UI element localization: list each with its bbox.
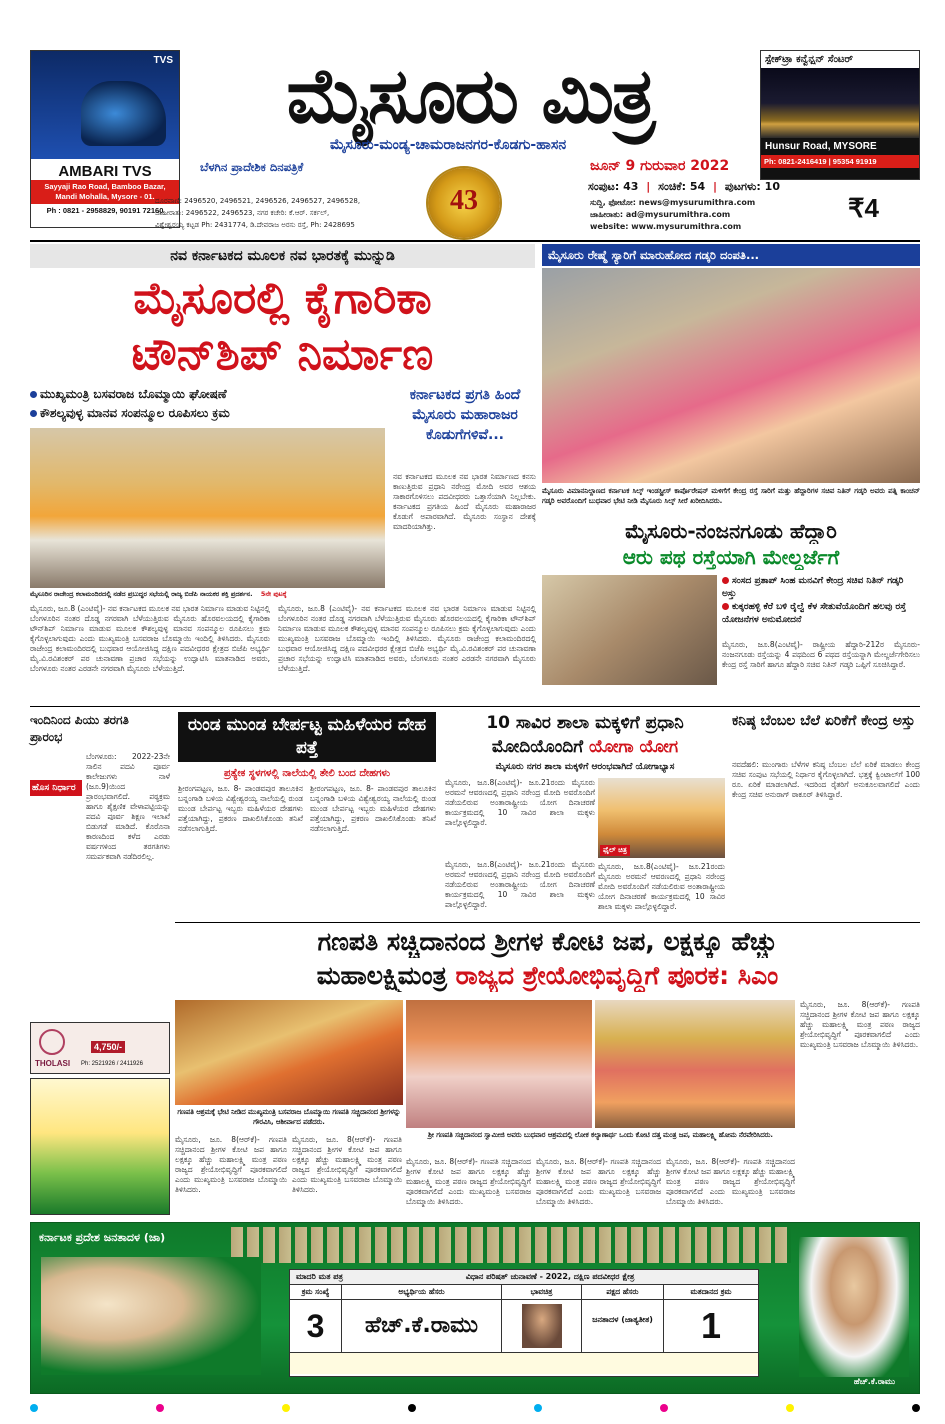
continued-marker: 5ನೇ ಪುಟಕ್ಕೆ (260, 590, 287, 598)
ganapati-body-right: ಮೈಸೂರು, ಜೂ. 8(ಆರ್‌ಕೆ)- ಗಣಪತಿ ಸಚ್ಚಿದಾನಂದ ಶ್ರೀಗಳ ಕೋಟಿ ಜಪ ಹಾಗೂ ಲಕ್ಷಕ್ಕೂ ಹೆಚ್ಚು ಮಹಾಲಕ್ಷ್ಮಿ ಮಂತ್ರ ಪಠಣ ರಾಜ್ಯದ ಶ್ರೇಯೋಭಿವೃದ್ಧಿಗೆ ಪೂರಕವಾಗಲಿದೆ ಎಂದು ಮುಖ್ಯಮಂತ್ರಿ ಬಸವರಾಜ ಬೊಮ್ಮಾಯಿ ತಿಳಿಸಿದರು. (800, 1000, 920, 1049)
ballot-serial: 3 (290, 1300, 342, 1352)
yoga-body: ಮೈಸೂರು, ಜೂ.8(ಎಂಟಿವೈ)- ಜೂ.21ರಂದು ಮೈಸೂರು ಅರಮನೆ ಆವರಣದಲ್ಲಿ ಪ್ರಧಾನಿ ನರೇಂದ್ರ ಮೋದಿ ಅವರೊಂದಿಗೆ ನಡೆಯಲಿರುವ ಅಂತಾರಾಷ್ಟ್ರೀಯ ಯೋಗ ದಿನಾಚರಣೆ ಕಾರ್ಯಕ್ರಮದಲ್ಲಿ 10 ಸಾವಿರ ಶಾಲಾ ಮಕ್ಕಳು ಪಾಲ್ಗೊಳ್ಳಲಿದ್ದಾರೆ. (445, 778, 595, 827)
ad-email: ಜಾಹೀರಾತು: ad@mysurumithra.com (590, 210, 731, 219)
phones-line-2: ಜಾಹೀರಾತು: 2496522, 2496523, ನಗರ ಕಚೇರಿ: ಕೆ.ಆರ್. ಸರ್ಕಲ್, (155, 209, 330, 217)
ganapati-photo-1 (175, 1000, 403, 1105)
ballot-col-name: ಅಭ್ಯರ್ಥಿಯ ಹೆಸರು (342, 1285, 502, 1299)
ballot-col-serial: ಕ್ರಮ ಸಂಖ್ಯೆ (290, 1285, 342, 1299)
candidate-thumbnail (522, 1304, 562, 1348)
ganapati-caption-1: ಗಣಪತಿ ಆಶ್ರಮಕ್ಕೆ ಭೇಟಿ ನೀಡಿದ ಮುಖ್ಯಮಂತ್ರಿ ಬಸವರಾಜ ಬೊಮ್ಮಾಯಿ ಗಣಪತಿ ಸಚ್ಚಿದಾನಂದ ಶ್ರೀಗಳನ್ನು ಗೌರವಿಸಿ, ಆಶೀರ್ವಾದ ಪಡೆದರು. (177, 1108, 401, 1126)
rund-body: ಶ್ರೀರಂಗಪಟ್ಟಣ, ಜೂ. 8- ಪಾಂಡವಪುರ ತಾಲೂಕಿನ ಬನ್ನಂಗಾಡಿ ಬಳಿಯ ವಿಶ್ವೇಶ್ವರಯ್ಯ ನಾಲೆಯಲ್ಲಿ ರುಂಡ ಮುಂಡ ಬೇರ್ಪಟ್ಟ ಇಬ್ಬರು ಮಹಿಳೆಯರ ದೇಹಗಳು ಪತ್ತೆಯಾಗಿದ್ದು, ಪ್ರಕರಣ ದಾಖಲಿಸಿಕೊಂಡು ತನಿಖೆ ನಡೆಸಲಾಗುತ್ತಿದೆ. (178, 784, 303, 833)
msp-body: ನವದೆಹಲಿ: ಮುಂಗಾರು ಬೆಳೆಗಳ ಕನಿಷ್ಠ ಬೆಂಬಲ ಬೆಲೆ ಏರಿಕೆ ಮಾಡಲು ಕೇಂದ್ರ ಸಚಿವ ಸಂಪುಟ ಸಭೆಯಲ್ಲಿ ನಿರ್ಧಾರ ಕೈಗೊಳ್ಳಲಾಗಿದೆ. ಭತ್ತಕ್ಕೆ ಕ್ವಿಂಟಾಲ್‌ಗೆ 100 ರೂ. ಏರಿಕೆ ಮಾಡಲಾಗಿದೆ. ಇದರಿಂದ ರೈತರಿಗೆ ಅನುಕೂಲವಾಗಲಿದೆ ಎಂದು ಕೇಂದ್ರ ಸಚಿವ ಅನುರಾಗ್ ಠಾಕೂರ್ ತಿಳಿಸಿದ್ದಾರೆ. (732, 760, 920, 799)
ballot-candidate: ಹೆಚ್.ಕೆ.ರಾಮು (342, 1300, 502, 1352)
ganapati-body-col2: ಮೈಸೂರು, ಜೂ. 8(ಆರ್‌ಕೆ)- ಗಣಪತಿ ಸಚ್ಚಿದಾನಂದ ಶ್ರೀಗಳ ಕೋಟಿ ಜಪ ಹಾಗೂ ಲಕ್ಷಕ್ಕೂ ಹೆಚ್ಚು ಮಹಾಲಕ್ಷ್ಮಿ ಮಂತ್ರ ಪಠಣ ರಾಜ್ಯದ ಶ್ರೇಯೋಭಿವೃದ್ಧಿಗೆ ಪೂರಕವಾಗಲಿದೆ ಎಂದು ಮುಖ್ಯಮಂತ್ರಿ ಬಸವರಾಜ ಬೊಮ್ಮಾಯಿ ತಿಳಿಸಿದರು. (292, 1135, 402, 1194)
spectra-ad (760, 50, 920, 180)
lead-headline-2: ಟೌನ್‌ಶಿಪ್ ನಿರ್ಮಾಣ (131, 329, 434, 380)
yoga-sub: ಮೈಸೂರು ನಗರ ಶಾಲಾ ಮಕ್ಕಳಿಗೆ ಆರಂಭವಾಗಿದೆ ಯೋಗಾಭ್ಯಾಸ (495, 762, 675, 772)
tholasi-phone: Ph: 2521926 / 2411926 (81, 1061, 143, 1067)
lead-kicker: ನವ ಕರ್ನಾಟಕದ ಮೂಲಕ ನವ ಭಾರತಕ್ಕೆ ಮುನ್ನುಡಿ (30, 244, 535, 268)
ballot-col-photo: ಭಾವಚಿತ್ರ (502, 1285, 582, 1299)
convention-hall-image (761, 68, 919, 138)
ballot-preference: 1 (700, 1305, 722, 1346)
ballot-col-party: ಪಕ್ಷದ ಹೆಸರು (582, 1285, 664, 1299)
ad-left-name: AMBARI TVS (31, 159, 179, 180)
yoga-file-label: ಫೈಲ್ ಚಿತ್ರ (600, 845, 630, 856)
ballot-party: ಜನತಾದಳ (ಜಾತ್ಯತೀತ) (582, 1300, 664, 1352)
lead-bullet-1: ಮುಖ್ಯಮಂತ್ರಿ ಬಸವರಾಜ ಬೊಮ್ಮಾಯಿ ಘೋಷಣೆ (40, 387, 227, 401)
bullet-icon (30, 410, 37, 417)
yoga-body-3: ಮೈಸೂರು, ಜೂ.8(ಎಂಟಿವೈ)- ಜೂ.21ರಂದು ಮೈಸೂರು ಅರಮನೆ ಆವರಣದಲ್ಲಿ ಪ್ರಧಾನಿ ನರೇಂದ್ರ ಮೋದಿ ಅವರೊಂದಿಗೆ ನಡೆಯಲಿರುವ ಅಂತಾರಾಷ್ಟ್ರೀಯ ಯೋಗ ದಿನಾಚರಣೆ ಕಾರ್ಯಕ್ರಮದಲ್ಲಿ 10 ಸಾವಿರ ಶಾಲಾ ಮಕ್ಕಳು ಪಾಲ್ಗೊಳ್ಳಲಿದ್ದಾರೆ. (445, 860, 595, 909)
piyu-body: ಬೆಂಗಳೂರು: 2022-23ನೇ ಸಾಲಿನ ಪದವಿ ಪೂರ್ವ ಕಾಲೇಜುಗಳು ನಾಳೆ (ಜೂ.9)ಯಿಂದ ಪ್ರಾರಂಭವಾಗಲಿದೆ. ಪಠ್ಯಕ್ರಮ ಹಾಗೂ ಶೈಕ್ಷಣಿಕ ವೇಳಾಪಟ್ಟಿಯನ್ನು ಪದವಿ ಪೂರ್ವ ಶಿಕ್ಷಣ ಇಲಾಖೆ ಬಿಡುಗಡೆ ಮಾಡಿದೆ. ಕೊರೊನಾ ಕಾರಣದಿಂದ ಕಳೆದ ಎರಡು ವರ್ಷಗಳಿಂದ ತರಗತಿಗಳು ಸಮರ್ಪಕವಾಗಿ ನಡೆದಿರಲಿಲ್ಲ. (86, 752, 170, 861)
ganapati-body-col5: ಮೈಸೂರು, ಜೂ. 8(ಆರ್‌ಕೆ)- ಗಣಪತಿ ಸಚ್ಚಿದಾನಂದ ಶ್ರೀಗಳ ಕೋಟಿ ಜಪ ಹಾಗೂ ಲಕ್ಷಕ್ಕೂ ಹೆಚ್ಚು ಮಹಾಲಕ್ಷ್ಮಿ ಮಂತ್ರ ಪಠಣ ರಾಜ್ಯದ ಶ್ರೇಯೋಭಿವೃದ್ಧಿಗೆ ಪೂರಕವಾಗಲಿದೆ ಎಂದು ಮುಖ್ಯಮಂತ್ರಿ ಬಸವರಾಜ ಬೊಮ್ಮಾಯಿ ತಿಳಿಸಿದರು. (666, 1157, 795, 1206)
yoga-headline-1: 10 ಸಾವಿರ ಶಾಲಾ ಮಕ್ಕಳಿಗೆ ಪ್ರಧಾನಿ (486, 713, 684, 733)
rund-body-col2: ಶ್ರೀರಂಗಪಟ್ಟಣ, ಜೂ. 8- ಪಾಂಡವಪುರ ತಾಲೂಕಿನ ಬನ್ನಂಗಾಡಿ ಬಳಿಯ ವಿಶ್ವೇಶ್ವರಯ್ಯ ನಾಲೆಯಲ್ಲಿ ರುಂಡ ಮುಂಡ ಬೇರ್ಪಟ್ಟ ಇಬ್ಬರು ಮಹಿಳೆಯರ ದೇಹಗಳು ಪತ್ತೆಯಾಗಿದ್ದು, ಪ್ರಕರಣ ದಾಖಲಿಸಿಕೊಂಡು ತನಿಖೆ ನಡೆಸಲಾಗುತ್ತಿದೆ. (310, 784, 436, 833)
phones-line-3: ವಿಶ್ವೇಶ್ವರಯ್ಯ ಕಟ್ಟಡ Ph: 2431774, ಡಿ.ದೇವರಾಜ ಅರಸು ರಸ್ತೆ, Ph: 2428695 (155, 221, 355, 229)
ballot-election: ವಿಧಾನ ಪರಿಷತ್ ಚುನಾವಣೆ - 2022, ದಕ್ಷಿಣ ಪದವೀಧರ ಕ್ಷೇತ್ರ (465, 1272, 635, 1281)
ballot-title: ಮಾದರಿ ಮತ ಪತ್ರ (296, 1272, 343, 1281)
piyu-label: ಹೊಸ ನಿರ್ಧಾರ (30, 780, 82, 796)
gadkari-caption: ಮೈಸೂರು ವಿಮಾನನಿಲ್ದಾಣದ ಕರ್ನಾಟಕ ಸಿಲ್ಕ್ ಇಂಡಸ್ಟ್ರೀಸ್ ಕಾರ್ಪೊರೇಷನ್ ಮಳಿಗೆಗೆ ಕೇಂದ್ರ ರಸ್ತೆ ಸಾರಿಗೆ ಮತ್ತು ಹೆದ್ದಾರಿಗಳ ಸಚಿವ ನಿತಿನ್ ಗಡ್ಕರಿ ಅವರು ಪತ್ನಿ ಕಾಂಚನ್ ಗಡ್ಕರಿ ಅವರೊಂದಿಗೆ ಬುಧವಾರ ಭೇಟಿ ನೀಡಿ ಮೈಸೂರು ಸಿಲ್ಕ್ ಸೀರೆ ಖರೀದಿಸಿದರು. (542, 487, 920, 505)
phones-line-1: ದೂರವಾಣಿ: 2496520, 2496521, 2496526, 2496527, 2496528, (155, 197, 361, 205)
masthead-tagline: ಬೆಳಗಿನ ಪ್ರಾದೇಶಿಕ ದಿನಪತ್ರಿಕೆ (200, 160, 304, 174)
ganapati-photo-2 (406, 1000, 592, 1128)
leaders-strip (231, 1227, 791, 1263)
piyu-headline: ಇಂದಿನಿಂದ ಪಿಯು ತರಗತಿ ಪ್ರಾರಂಭ (30, 713, 129, 744)
masthead-title: ಮೈಸೂರು ಮಿತ್ರ (286, 51, 654, 140)
tvs-logo: TVS (153, 55, 173, 66)
highway-bullet-2: ಕುಕ್ಕರಹಳ್ಳಿ ಕೆರೆ ಬಳಿ ರೈಲ್ವೆ ಕೆಳ ಸೇತುವೆಯೊಂದಿಗೆ ಹಲವು ರಸ್ತೆ ಯೋಜನೆಗಳ ಅನುಮೋದನೆ (722, 602, 907, 625)
lead-body-col2: ಮೈಸೂರು, ಜೂ.8 (ಎಂಟಿವೈ)- ನವ ಕರ್ನಾಟಕದ ಮೂಲಕ ನವ ಭಾರತ ನಿರ್ಮಾಣ ಮಾಡುವ ನಿಟ್ಟಿನಲ್ಲಿ ಬೆಂಗಳೂರಿನ ನಂತರ ದೊಡ್ಡ ನಗರವಾಗಿ ಬೆಳೆಯುತ್ತಿರುವ ಮೈಸೂರು ಹೊರವಲಯದಲ್ಲಿ ಕೈಗಾರಿಕಾ ಟೌನ್‌ಶಿಪ್ ನಿರ್ಮಾಣ ಮಾಡುವ ಮೂಲಕ ಕೌಶಲ್ಯವುಳ್ಳ ಮಾನವ ಸಂಪನ್ಮೂಲ ರೂಪಿಸಲು ಕ್ರಮ ಕೈಗೊಳ್ಳಲಾಗುವುದು ಎಂದು ಮುಖ್ಯಮಂತ್ರಿ ಬಸವರಾಜ ಬೊಮ್ಮಾಯಿ ಇಂದಿಲ್ಲಿ ತಿಳಿಸಿದರು. ಮೈಸೂರು ರಾಜೇಂದ್ರ ಕಲಾಮಂದಿರದಲ್ಲಿ ಬುಧವಾರ ಆಯೋಜಿಸಿದ್ದ ದಕ್ಷಿಣ ಪದವೀಧರರ ಕ್ಷೇತ್ರದ ಬಿಜೆಪಿ ಅಭ್ಯರ್ಥಿ ಮೈ.ವಿ.ರವಿಶಂಕರ್ ಪರ ಚುನಾವಣಾ ಪ್ರಚಾರ ಸಭೆಯನ್ನು ಉದ್ಘಾಟಿಸಿ ಮಾತನಾಡಿದ ಅವರು, ಬೆಂಗಳೂರು ನಂತರ ಎರಡನೇ ನಗರವಾಗಿ ಮೈಸೂರು ಬೆಳೆಯುತ್ತಿದೆ. (278, 604, 536, 673)
highway-headline-2: ಆರು ಪಥ ರಸ್ತೆಯಾಗಿ ಮೇಲ್ದರ್ಜೆಗೆ (622, 545, 840, 569)
scooter-image (81, 81, 166, 146)
candidate-promo-ad (30, 1078, 170, 1215)
lead-caption: ಮೈಸೂರಿನ ರಾಜೇಂದ್ರ ಕಲಾಮಂದಿರದಲ್ಲಿ ನಡೆದ ಪ್ರಬುದ್ಧರ ಸಭೆಯಲ್ಲಿ ರಾಜ್ಯ ಬಿಜೆಪಿ ನಾಯಕರ ಶಕ್ತಿ ಪ್ರದರ್ಶನ. 5ನೇ ಪುಟಕ್ಕೆ (30, 590, 287, 598)
anniversary-emblem (428, 168, 500, 238)
msp-headline: ಕನಿಷ್ಠ ಬೆಂಬಲ ಬೆಲೆ ಏರಿಕೆಗೆ ಕೇಂದ್ರ ಅಸ್ತು (732, 713, 916, 729)
candidate-label: ಹೆಚ್.ಕೆ.ರಾಮು (853, 1377, 895, 1386)
yoga-headline-2b: ಯೋಗಾ ಯೋಗ (589, 737, 679, 757)
ad-left-phone: Ph : 0821 - 2958829, 90191 72160 (46, 206, 164, 215)
highway-body: ಮೈಸೂರು, ಜೂ.8(ಎಂಟಿವೈ)- ರಾಷ್ಟ್ರೀಯ ಹೆದ್ದಾರಿ-212ರ ಮೈಸೂರು-ನಂಜನಗೂಡು ರಸ್ತೆಯನ್ನು 4 ಪಥದಿಂದ 6 ಪಥದ ರಸ್ತೆಯನ್ನಾಗಿ ಮೇಲ್ದರ್ಜೆಗೇರಿಸಲು ಕೇಂದ್ರ ರಸ್ತೆ ಸಾರಿಗೆ ಹಾಗೂ ಹೆದ್ದಾರಿ ಸಚಿವ ನಿತಿನ್ ಗಡ್ಕರಿ ಒಪ್ಪಿಗೆ ಸೂಚಿಸಿದ್ದಾರೆ. (722, 640, 920, 669)
tholasi-ad (30, 1022, 170, 1074)
ad-left-address: Sayyaji Rao Road, Bamboo Bazar, Mandi Mohalla, Mysore - 01. (31, 180, 179, 204)
pages-label: ಪುಟಗಳು: 10 (724, 180, 780, 193)
ad-right-address: Hunsur Road, MYSORE (765, 141, 877, 152)
ganapati-photo-3 (595, 1000, 795, 1128)
yoga-body-2: ಮೈಸೂರು, ಜೂ.8(ಎಂಟಿವೈ)- ಜೂ.21ರಂದು ಮೈಸೂರು ಅರಮನೆ ಆವರಣದಲ್ಲಿ ಪ್ರಧಾನಿ ನರೇಂದ್ರ ಮೋದಿ ಅವರೊಂದಿಗೆ ನಡೆಯಲಿರುವ ಅಂತಾರಾಷ್ಟ್ರೀಯ ಯೋಗ ದಿನಾಚರಣೆ ಕಾರ್ಯಕ್ರಮದಲ್ಲಿ 10 ಸಾವಿರ ಶಾಲಾ ಮಕ್ಕಳು ಪಾಲ್ಗೊಳ್ಳಲಿದ್ದಾರೆ. (598, 862, 725, 911)
ganapati-body-col4: ಮೈಸೂರು, ಜೂ. 8(ಆರ್‌ಕೆ)- ಗಣಪತಿ ಸಚ್ಚಿದಾನಂದ ಶ್ರೀಗಳ ಕೋಟಿ ಜಪ ಹಾಗೂ ಲಕ್ಷಕ್ಕೂ ಹೆಚ್ಚು ಮಹಾಲಕ್ಷ್ಮಿ ಮಂತ್ರ ಪಠಣ ರಾಜ್ಯದ ಶ್ರೇಯೋಭಿವೃದ್ಧಿಗೆ ಪೂರಕವಾಗಲಿದೆ ಎಂದು ಮುಖ್ಯಮಂತ್ರಿ ಬಸವರಾಜ ಬೊಮ್ಮಾಯಿ ತಿಳಿಸಿದರು. (536, 1157, 661, 1206)
yoga-headline-2a: ಮೋದಿಯೊಂದಿಗೆ (491, 737, 584, 757)
lead-body: ಮೈಸೂರು, ಜೂ.8 (ಎಂಟಿವೈ)- ನವ ಕರ್ನಾಟಕದ ಮೂಲಕ ನವ ಭಾರತ ನಿರ್ಮಾಣ ಮಾಡುವ ನಿಟ್ಟಿನಲ್ಲಿ ಬೆಂಗಳೂರಿನ ನಂತರ ದೊಡ್ಡ ನಗರವಾಗಿ ಬೆಳೆಯುತ್ತಿರುವ ಮೈಸೂರು ಹೊರವಲಯದಲ್ಲಿ ಕೈಗಾರಿಕಾ ಟೌನ್‌ಶಿಪ್ ನಿರ್ಮಾಣ ಮಾಡುವ ಮೂಲಕ ಕೌಶಲ್ಯವುಳ್ಳ ಮಾನವ ಸಂಪನ್ಮೂಲ ರೂಪಿಸಲು ಕ್ರಮ ಕೈಗೊಳ್ಳಲಾಗುವುದು ಎಂದು ಮುಖ್ಯಮಂತ್ರಿ ಬಸವರಾಜ ಬೊಮ್ಮಾಯಿ ಇಂದಿಲ್ಲಿ ತಿಳಿಸಿದರು. ಮೈಸೂರು ರಾಜೇಂದ್ರ ಕಲಾಮಂದಿರದಲ್ಲಿ ಬುಧವಾರ ಆಯೋಜಿಸಿದ್ದ ದಕ್ಷಿಣ ಪದವೀಧರರ ಕ್ಷೇತ್ರದ ಬಿಜೆಪಿ ಅಭ್ಯರ್ಥಿ ಮೈ.ವಿ.ರವಿಶಂಕರ್ ಪರ ಚುನಾವಣಾ ಪ್ರಚಾರ ಸಭೆಯನ್ನು ಉದ್ಘಾಟಿಸಿ ಮಾತನಾಡಿದ ಅವರು, ಬೆಂಗಳೂರು ನಂತರ ಎರಡನೇ ನಗರವಾಗಿ ಮೈಸೂರು ಬೆಳೆಯುತ್ತಿದೆ. (30, 604, 270, 673)
emblem-number: 43 (450, 185, 478, 216)
leader-portrait-left (41, 1257, 261, 1375)
lead-bullet-2: ಕೌಶಲ್ಯವುಳ್ಳ ಮಾನವ ಸಂಪನ್ಮೂಲ ರೂಪಿಸಲು ಕ್ರಮ (40, 406, 230, 420)
highway-headline-1: ಮೈಸೂರು-ನಂಜನಗೂಡು ಹೆದ್ದಾರಿ (625, 519, 837, 543)
ad-right-phone: Ph: 0821-2416419 | 95354 91919 (761, 155, 919, 168)
jds-party: ಕರ್ನಾಟಕ ಪ್ರದೇಶ ಜನತಾದಳ (ಜಾ) (39, 1231, 166, 1244)
ad-right-name: ಸ್ಪೇಕ್‌ಟ್ರಾ ಕನ್ವೆನ್ಷನ್ ಸೆಂಟರ್ (761, 51, 919, 68)
ganapati-body: ಮೈಸೂರು, ಜೂ. 8(ಆರ್‌ಕೆ)- ಗಣಪತಿ ಸಚ್ಚಿದಾನಂದ ಶ್ರೀಗಳ ಕೋಟಿ ಜಪ ಹಾಗೂ ಲಕ್ಷಕ್ಕೂ ಹೆಚ್ಚು ಮಹಾಲಕ್ಷ್ಮಿ ಮಂತ್ರ ಪಠಣ ರಾಜ್ಯದ ಶ್ರೇಯೋಭಿವೃದ್ಧಿಗೆ ಪೂರಕವಾಗಲಿದೆ ಎಂದು ಮುಖ್ಯಮಂತ್ರಿ ಬಸವರಾಜ ಬೊಮ್ಮಾಯಿ ತಿಳಿಸಿದರು. (175, 1135, 287, 1194)
rund-headline: ರುಂಡ ಮುಂಡ ಬೇರ್ಪಟ್ಟ ಮಹಿಳೆಯರ ದೇಹ ಪತ್ತೆ (178, 712, 436, 762)
ballot-col-pref: ಮತದಾನದ ಕ್ರಮ (690, 1287, 732, 1296)
ganapati-headline-2a: ಮಹಾಲಕ್ಷ್ಮಿಮಂತ್ರ (316, 961, 447, 990)
registration-marks (30, 1404, 920, 1412)
ballot-box (289, 1269, 759, 1377)
lead-headline-1: ಮೈಸೂರಲ್ಲಿ ಕೈಗಾರಿಕಾ (133, 273, 432, 324)
lead-photo (30, 428, 385, 588)
website-label: website: www.mysurumithra.com (590, 222, 742, 231)
tholasi-logo-icon (39, 1029, 65, 1055)
bullet-icon (722, 577, 729, 584)
lead-side-body: ನವ ಕರ್ನಾಟಕದ ಮೂಲಕ ನವ ಭಾರತ ನಿರ್ಮಾಣದ ಕನಸು ಕಾಣುತ್ತಿರುವ ಪ್ರಧಾನಿ ನರೇಂದ್ರ ಮೋದಿ ಅವರ ಆಶಯ ಸಾಕಾರಗೊಳಿಸಲು ಪದವೀಧರರು ಒತ್ತಾಸೆಯಾಗಿ ನಿಲ್ಲಬೇಕು. ಕರ್ನಾಟಕದ ಪ್ರಗತಿಯ ಹಿಂದೆ ಮೈಸೂರು ಮಹಾರಾಜರ ಕೊಡುಗೆ ಅಪಾರವಾಗಿದೆ. ಮೈಸೂರು ಸಂಸ್ಥಾನ ದೇಶಕ್ಕೆ ಮಾದರಿಯಾಗಿತ್ತು. (393, 472, 536, 531)
gadkari-kicker: ಮೈಸೂರು ರೇಷ್ಮೆ ಸ್ಯಾರಿಗೆ ಮಾರುಹೋದ ಗಡ್ಕರಿ ದಂಪತಿ... (542, 244, 920, 266)
tholasi-price: 4,750/- (91, 1041, 125, 1053)
gadkari-photo (542, 268, 920, 483)
news-email: ಸುದ್ದಿ, ಫೋಟೋ: news@mysurumithra.com (590, 198, 756, 207)
masthead-regions: ಮೈಸೂರು-ಮಂಡ್ಯ-ಚಾಮರಾಜನಗರ-ಕೊಡಗು-ಹಾಸನ (330, 137, 567, 153)
masthead-date: ಜೂನ್ 9 ಗುರುವಾರ 2022 (590, 158, 730, 174)
price-label: ₹4 (848, 193, 880, 223)
candidate-portrait-right (799, 1237, 909, 1377)
issue-label: ಸಂಚಿಕೆ: 54 (658, 180, 706, 193)
ganapati-body-col3: ಮೈಸೂರು, ಜೂ. 8(ಆರ್‌ಕೆ)- ಗಣಪತಿ ಸಚ್ಚಿದಾನಂದ ಶ್ರೀಗಳ ಕೋಟಿ ಜಪ ಹಾಗೂ ಲಕ್ಷಕ್ಕೂ ಹೆಚ್ಚು ಮಹಾಲಕ್ಷ್ಮಿ ಮಂತ್ರ ಪಠಣ ರಾಜ್ಯದ ಶ್ರೇಯೋಭಿವೃದ್ಧಿಗೆ ಪೂರಕವಾಗಲಿದೆ ಎಂದು ಮುಖ್ಯಮಂತ್ರಿ ಬಸವರಾಜ ಬೊಮ್ಮಾಯಿ ತಿಳಿಸಿದರು. (406, 1157, 531, 1206)
yoga-photo (598, 778, 725, 858)
ganapati-headline-2b: ರಾಜ್ಯದ ಶ್ರೇಯೋಭಿವೃದ್ಧಿಗೆ ಪೂರಕ: ಸಿಎಂ (455, 961, 779, 990)
tholasi-name: THOLASI (35, 1059, 71, 1068)
jds-ad (30, 1222, 920, 1394)
highway-photo (542, 575, 717, 685)
bullet-icon (722, 603, 729, 610)
rund-sub: ಪ್ರತ್ಯೇಕ ಸ್ಥಳಗಳಲ್ಲಿ ನಾಲೆಯಲ್ಲಿ ತೇಲಿ ಬಂದ ದೇಹಗಳು (223, 768, 391, 779)
highway-bullet-1: ಸಂಸದ ಪ್ರತಾಪ್ ಸಿಂಹ ಮನವಿಗೆ ಕೇಂದ್ರ ಸಚಿವ ನಿತಿನ್ ಗಡ್ಕರಿ ಅಸ್ತು (722, 576, 904, 599)
ganapati-headline-1: ಗಣಪತಿ ಸಚ್ಚಿದಾನಂದ ಶ್ರೀಗಳ ಕೋಟಿ ಜಪ, ಲಕ್ಷಕ್ಕೂ ಹೆಚ್ಚು (317, 927, 778, 956)
volume-label: ಸಂಪುಟ: 43 (588, 180, 639, 193)
ganapati-caption-2: ಶ್ರೀ ಗಣಪತಿ ಸಚ್ಚಿದಾನಂದ ಸ್ವಾಮೀಜಿ ಅವರು ಬುಧವಾರ ಆಶ್ರಮದಲ್ಲಿ ಲೋಕ ಕಲ್ಯಾಣಾರ್ಥ ಒಂದು ಕೋಟಿ ದತ್ತ ಮಂತ್ರ ಜಪ, ಮಹಾಲಕ್ಷ್ಮಿ ಹೋಮ ನೆರವೇರಿಸಿದರು. (427, 1131, 774, 1139)
bullet-icon (30, 391, 37, 398)
lead-side-head: ಕರ್ನಾಟಕದ ಪ್ರಗತಿ ಹಿಂದೆ ಮೈಸೂರು ಮಹಾರಾಜರ ಕೊಡುಗೆಗಳಿವೆ... (409, 387, 521, 443)
